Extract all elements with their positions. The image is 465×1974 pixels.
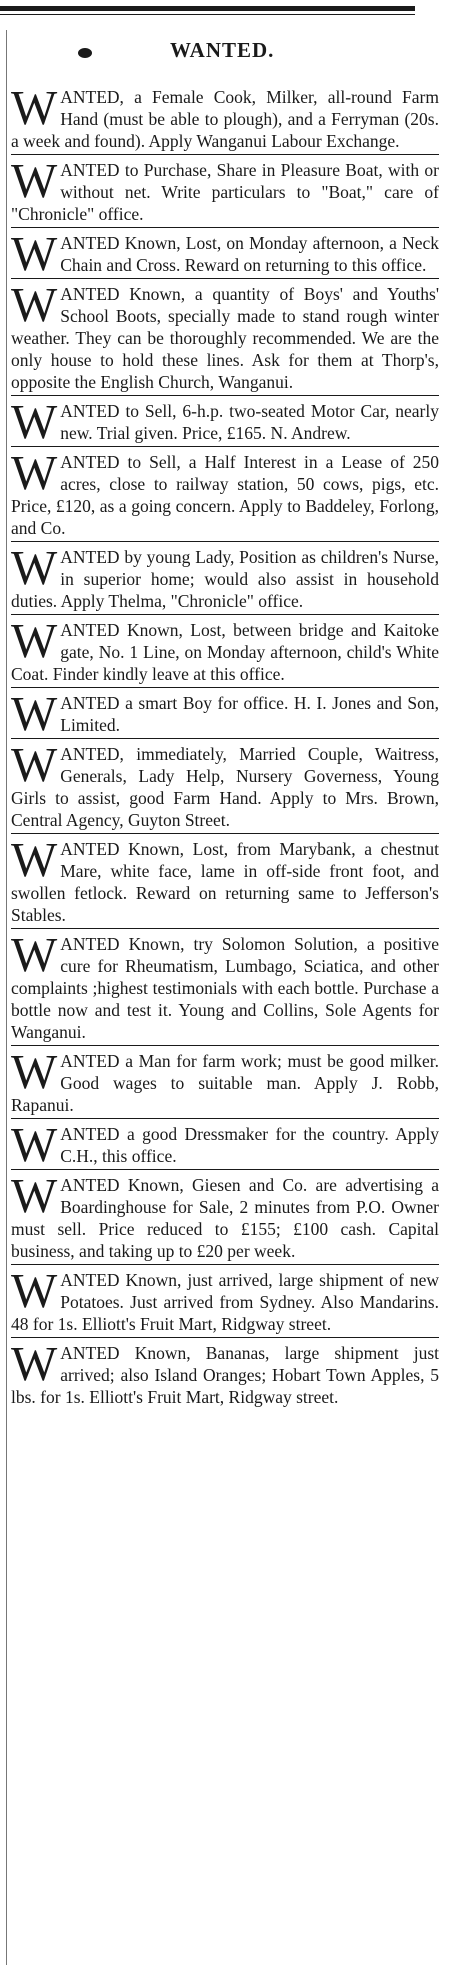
classified-ad (11, 153, 439, 228)
ad-lead-word: ANTED (60, 452, 120, 472)
ad-text: a Female Cook, Milker, all-round Farm Hand (must be able to plough), and a Ferryman (20s. a week and found). Apply Wanganui Labour Exchange. (11, 87, 439, 151)
section-header (0, 34, 465, 70)
ad-text: by young Lady, Position as children's Nurse, in superior home; would also assist in household duties. Apply Thelma, "Chronicle" office. (11, 547, 439, 611)
classified-ad (11, 1263, 439, 1338)
ad-text: Known, Lost, from Marybank, a chestnut Mare, white face, lame in off-side front foot, and swollen fetlock. Reward on returning same to Jefferson's Stables. (11, 839, 439, 925)
bullet-icon (78, 48, 92, 58)
classified-ad (11, 737, 439, 834)
ad-text: Known, try Solomon Solution, a positive cure for Rheumatism, Lumbago, Sciatica, and other complaints ;highest testimonials with each bottle. Purchase a bottle now and test it. Young and Collins, Sole Agents for Wanganui. (11, 934, 439, 1042)
ad-text: Known, Giesen and Co. are advertising a Boardinghouse for Sale, 2 minutes from P.O. Owner must sell. Price reduced to £155; £100 cash. Capital business, and taking up to £20 per week. (11, 1175, 440, 1261)
drop-initial: W (11, 1168, 58, 1223)
classified-ad (11, 394, 439, 449)
classified-ad (11, 277, 439, 396)
ads-column (11, 80, 440, 1414)
ad-text: a Man for farm work; must be good milker. Good wages to suitable man. Apply J. Robb, Rapanui. (11, 1051, 439, 1115)
classified-ad (11, 80, 439, 155)
drop-initial: W (11, 927, 58, 982)
ad-lead-word: ANTED, (60, 744, 124, 764)
classified-ad (11, 927, 439, 1046)
ad-lead-word: ANTED (60, 547, 120, 567)
drop-initial: W (11, 394, 58, 449)
classified-ad (11, 540, 439, 615)
ad-lead-word: ANTED (60, 401, 120, 421)
drop-initial: W (11, 277, 58, 332)
classified-ad (11, 1044, 439, 1119)
ad-text: a smart Boy for office. H. I. Jones and Son, Limited. (60, 693, 439, 735)
ad-lead-word: ANTED (60, 934, 120, 954)
ad-text: Known, Lost, between bridge and Kaitoke gate, No. 1 Line, on Monday afternoon, child's White Coat. Finder kindly leave at this office. (11, 620, 440, 684)
ad-lead-word: ANTED (60, 1124, 120, 1144)
ad-text: Known, Lost, on Monday afternoon, a Neck Chain and Cross. Reward on returning to this office. (60, 233, 440, 275)
ad-lead-word: ANTED (60, 620, 120, 640)
ad-text: Known, just arrived, large shipment of new Potatoes. Just arrived from Sydney. Also Mandarins. 48 for 1s. Elliott's Fruit Mart, Ridgway street. (11, 1270, 439, 1334)
drop-initial: W (11, 832, 58, 887)
classified-ad (11, 1336, 439, 1410)
ad-text: Known, Bananas, large shipment just arrived; also Island Oranges; Hobart Town Apples, 5 lbs. for 1s. Elliott's Fruit Mart, Ridgway street. (11, 1343, 439, 1407)
drop-initial: W (11, 1044, 58, 1099)
top-rule-thin (0, 14, 415, 15)
classified-ad (11, 1117, 439, 1172)
column-edge (6, 30, 7, 1965)
ad-text: to Purchase, Share in Pleasure Boat, with or without net. Write particulars to "Boat," care of "Chronicle" office. (11, 160, 439, 224)
drop-initial: W (11, 1263, 58, 1318)
ad-lead-word: ANTED (60, 1343, 120, 1363)
ad-lead-word: ANTED (60, 233, 120, 253)
ad-text: immediately, Married Couple, Waitress, Generals, Lady Help, Nursery Governess, Young Girls to assist, good Farm Hand. Apply to Mrs. Brown, Central Agency, Guyton Street. (11, 744, 439, 830)
classified-ad (11, 613, 440, 688)
ad-lead-word: ANTED (60, 1175, 120, 1195)
drop-initial: W (11, 1117, 58, 1172)
ad-lead-word: ANTED (60, 160, 120, 180)
ad-lead-word: ANTED (60, 693, 120, 713)
drop-initial: W (11, 540, 58, 595)
ad-text: to Sell, a Half Interest in a Lease of 250 acres, close to railway station, 50 cows, pigs, etc. Price, £120, as a going concern. Apply to Baddeley, Forlong, and Co. (11, 452, 440, 538)
classified-ad (11, 445, 440, 542)
ad-text: a good Dressmaker for the country. Apply C.H., this office. (60, 1124, 439, 1166)
classified-ad (11, 832, 439, 929)
top-rule (0, 6, 415, 11)
ad-lead-word: ANTED (60, 839, 120, 859)
classified-ad (11, 226, 440, 281)
drop-initial: W (11, 686, 58, 741)
drop-initial: W (11, 445, 58, 500)
drop-initial: W (11, 737, 58, 792)
drop-initial: W (11, 153, 58, 208)
ad-text: Known, a quantity of Boys' and Youths' School Boots, specially made to stand rough winter weather. They can be thoroughly recommended. We are the only house to hold these lines. Ask for them at Thorp's, opposite the English Church, Wanganui. (11, 284, 439, 392)
drop-initial: W (11, 80, 58, 135)
ad-lead-word: ANTED (60, 284, 120, 304)
ad-lead-word: ANTED (60, 1270, 120, 1290)
drop-initial: W (11, 226, 58, 281)
drop-initial: W (11, 1336, 58, 1391)
ad-text: to Sell, 6-h.p. two-seated Motor Car, nearly new. Trial given. Price, £165. N. Andrew. (60, 401, 439, 443)
classified-ad (11, 1168, 440, 1265)
ad-lead-word: ANTED, (60, 87, 124, 107)
drop-initial: W (11, 613, 58, 668)
classified-ad (11, 686, 439, 741)
ad-lead-word: ANTED (60, 1051, 120, 1071)
section-heading: WANTED. (170, 38, 275, 62)
